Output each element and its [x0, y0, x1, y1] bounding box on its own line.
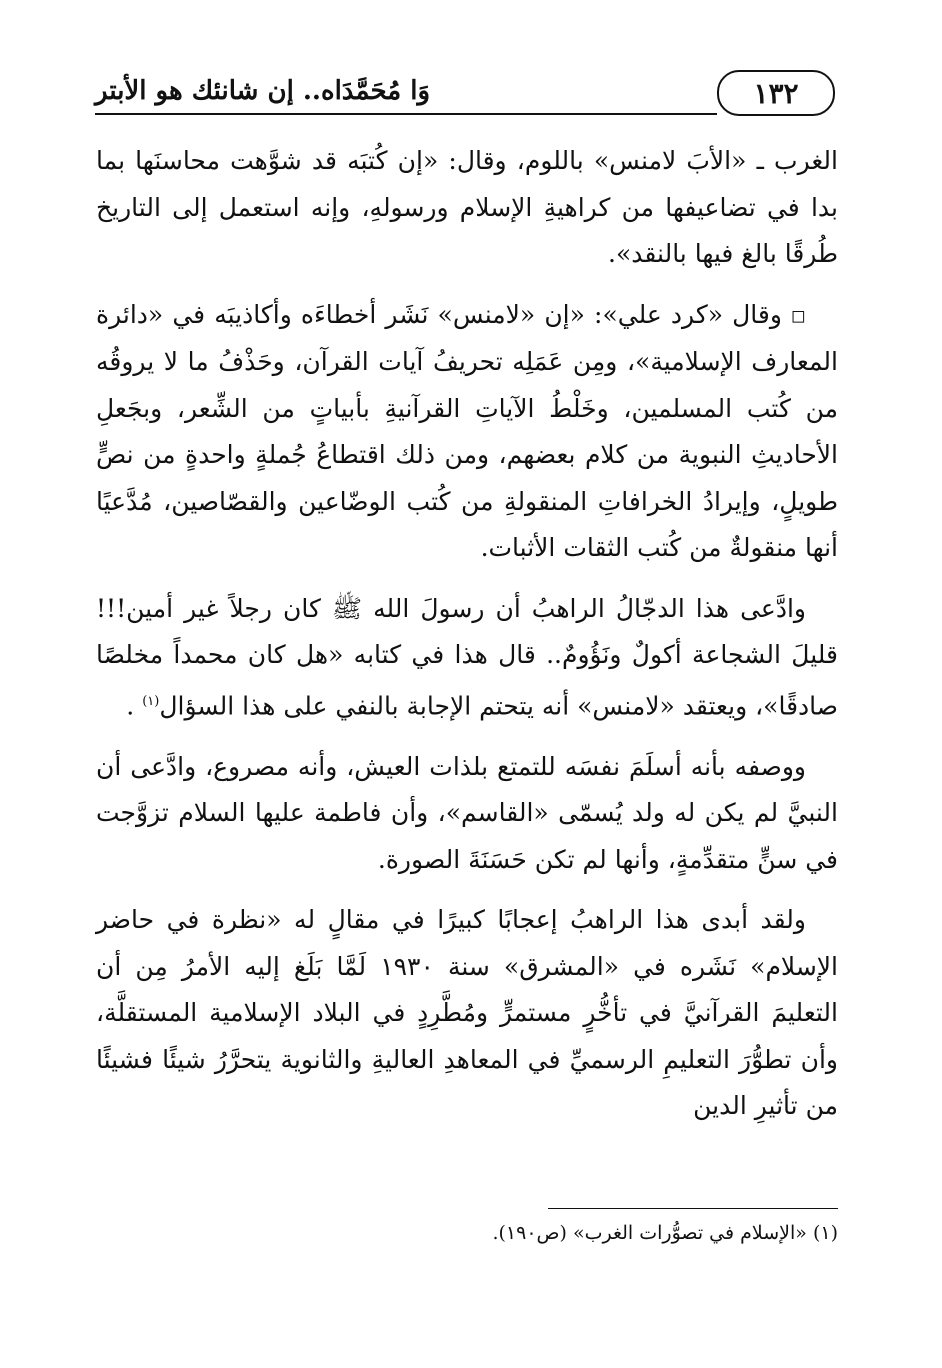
paragraph-3 [96, 586, 838, 730]
paragraph-2 [96, 292, 838, 572]
paragraph-3-end: . [126, 691, 135, 721]
paragraph-1: الغرب ـ «الأبَ لامنس» باللوم، وقال: «إن كُتبَه قد شوَّهت محاسنَها بما بدا في تضاعيفها من كراهيةِ الإسلام ورسولهِ، وإنه استعمل إلى التاريخ طُرقًا بالغ فيها بالنقد». [96, 146, 838, 268]
footnote-divider [548, 1208, 838, 1209]
square-bullet-icon: ◻ [791, 304, 806, 326]
footnote: (١) «الإسلام في تصوُّرات الغرب» (ص١٩٠). [492, 1222, 838, 1244]
page-header [95, 58, 835, 120]
header-divider [95, 113, 717, 115]
page-number: ١٣٢ [717, 70, 835, 116]
main-text [96, 138, 838, 1144]
paragraph-3-text: وادَّعى هذا الدجّالُ الراهبُ أن رسولَ الله ﷺ كان رجلاً غير أمين!!! قليلَ الشجاعة أكولٌ ونَؤُومٌ.. قال هذا في كتابه «هل كان محمداً مخلصًا صادقًا»، ويعتقد «لامنس» أنه يتحتم الإجابة بالنفي على هذا السؤال [96, 593, 838, 721]
paragraph-5: ولقد أبدى هذا الراهبُ إعجابًا كبيرًا في مقالٍ له «نظرة في حاضر الإسلام» نَشَره في «المشرق» سنة ١٩٣٠ لَمَّا بَلَغ إليه الأمرُ مِن أن التعليمَ القرآنيَّ في تأخُّرٍ مستمرٍّ ومُطَّرِدٍ في البلاد الإسلامية المستقلَّة، وأن تطوُّرَ التعليمِ الرسميِّ في المعاهدِ العاليةِ والثانوية يتحرَّرُ شيئًا فشيئًا من تأثيرِ الدين [96, 905, 838, 1121]
paragraph-2-text: وقال «كرد علي»: «إن «لامنس» نَشَر أخطاءَه وأكاذيبَه في «دائرة المعارف الإسلامية»، ومِن عَمَلِه تحريفُ آيات القرآن، وحَذْفُ ما لا يروقُه من كُتب المسلمين، وخَلْطُ الآياتِ القرآنيةِ بأبياتٍ من الشِّعر، وبجَعلِ الأحاديثِ النبوية من كلام بعضهم، ومن ذلك اقتطاعُ جُملةٍ واحدةٍ من نصٍّ طويلٍ، وإيرادُ الخرافاتِ المنقولةِ من كُتب الوضّاعين والقصّاصين، مُدَّعيًا أنها منقولةٌ من كُتب الثقات الأثبات. [96, 299, 838, 563]
running-title: وَا مُحَمَّدَاه.. إن شانئك هو الأبتر [95, 76, 431, 106]
footnote-reference[interactable]: (١) [142, 693, 160, 709]
paragraph-4: ووصفه بأنه أسلَمَ نفسَه للتمتع بلذات العيش، وأنه مصروع، وادَّعى أن النبيَّ لم يكن له ولد يُسمّى «القاسم»، وأن فاطمة عليها السلام تزوَّجت في سنٍّ متقدِّمةٍ، وأنها لم تكن حَسَنَةَ الصورة. [96, 751, 838, 874]
